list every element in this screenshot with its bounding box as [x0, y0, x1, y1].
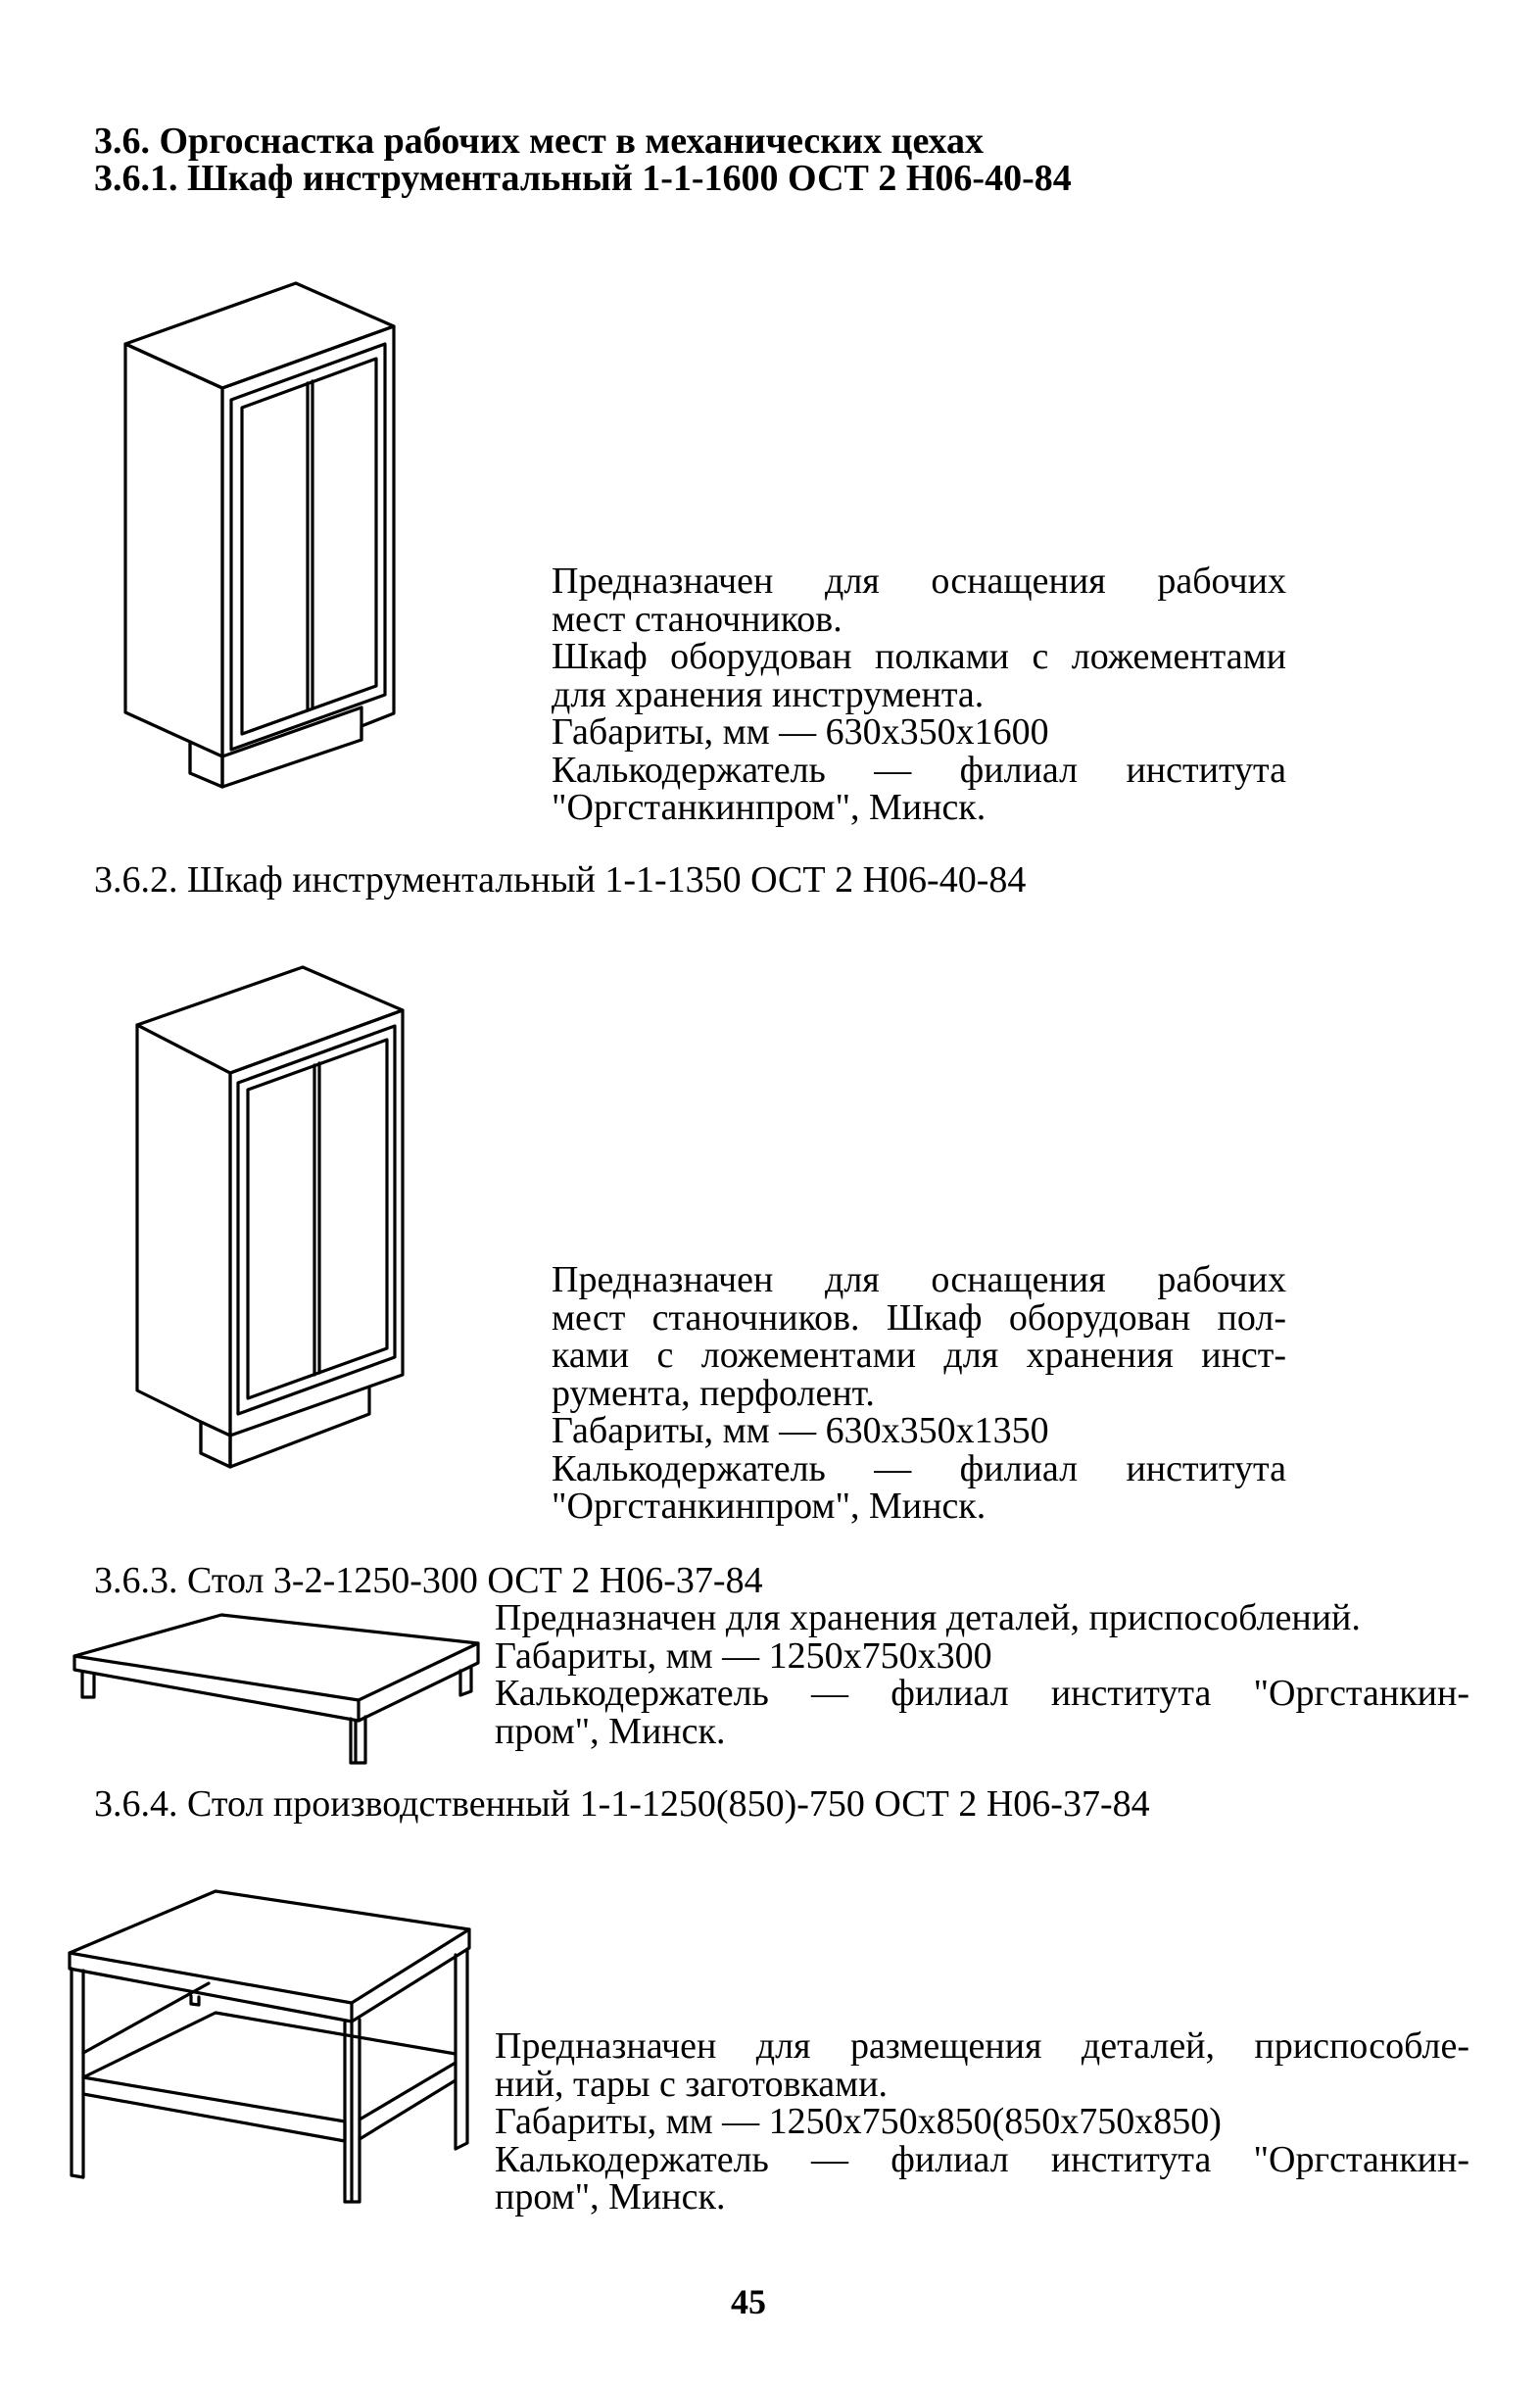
- description-line: Предназначен для хранения деталей, приспособлений.: [495, 1597, 1361, 1638]
- description-line: Предназначен для оснащения рабочих: [552, 1259, 1286, 1300]
- item-4-title: 3.6.4. Стол производственный 1-1-1250(850)-750 ОСТ 2 Н06-37-84: [94, 1783, 1150, 1825]
- description-line: Предназначен для оснащения рабочих: [552, 560, 1286, 602]
- section-heading: 3.6. Оргоснастка рабочих мест в механических цехах: [94, 121, 985, 162]
- description-line: Габариты, мм — 630x350x1600: [552, 711, 1049, 753]
- item-3-description: [495, 1599, 1469, 1750]
- description-line: "Оргстанкинпром", Минск.: [552, 1486, 987, 1527]
- page-number: 45: [731, 2282, 766, 2321]
- item-2-title: 3.6.2. Шкаф инструментальный 1-1-1350 ОСТ 2 Н06-40-84: [94, 859, 1027, 901]
- tool-cabinet-1350-illustration: [132, 965, 416, 1475]
- description-line: мест станочников.: [552, 598, 842, 640]
- item-2-description: [552, 1261, 1286, 1526]
- item-1-title: 3.6.1. Шкаф инструментальный 1-1-1600 ОСТ 2 Н06-40-84: [94, 158, 1072, 199]
- description-line: "Оргстанкинпром", Минск.: [552, 787, 987, 828]
- description-line: Габариты, мм — 1250x750x850(850x750x850): [495, 2101, 1222, 2142]
- item-4-description: [495, 2027, 1469, 2217]
- description-line: Калькодержатель — филиал института: [552, 749, 1286, 791]
- description-line: Габариты, мм — 1250x750x300: [495, 1634, 992, 1677]
- description-line: румента, перфолент.: [552, 1372, 875, 1414]
- description-line: Шкаф оборудован полками с ложементами: [552, 636, 1286, 677]
- description-line: для хранения инструмента.: [552, 673, 985, 715]
- tool-cabinet-1600-illustration: [118, 279, 411, 799]
- description-line: Калькодержатель — филиал института "Оргстанкин-: [495, 1673, 1469, 1714]
- item-3-title: 3.6.3. Стол 3-2-1250-300 ОСТ 2 Н06-37-84: [94, 1560, 763, 1601]
- item-1-description: [552, 562, 1286, 827]
- storage-table-illustration: [69, 1607, 490, 1779]
- description-line: мест станочников. Шкаф оборудован пол-: [552, 1296, 1286, 1339]
- description-line: пром", Минск.: [495, 1710, 726, 1752]
- description-line: ний, тары с заготовками.: [495, 2063, 889, 2105]
- description-line: Габариты, мм — 630x350x1350: [552, 1410, 1049, 1451]
- description-line: Калькодержатель — филиал института: [552, 1447, 1286, 1489]
- description-line: Калькодержатель — филиал института "Оргстанкин-: [495, 2138, 1469, 2180]
- description-line: Предназначен для размещения деталей, приспособле-: [495, 2025, 1469, 2067]
- production-table-illustration: [64, 1886, 480, 2215]
- description-line: пром", Минск.: [495, 2176, 726, 2217]
- description-line: ками с ложементами для хранения инст-: [552, 1335, 1286, 1376]
